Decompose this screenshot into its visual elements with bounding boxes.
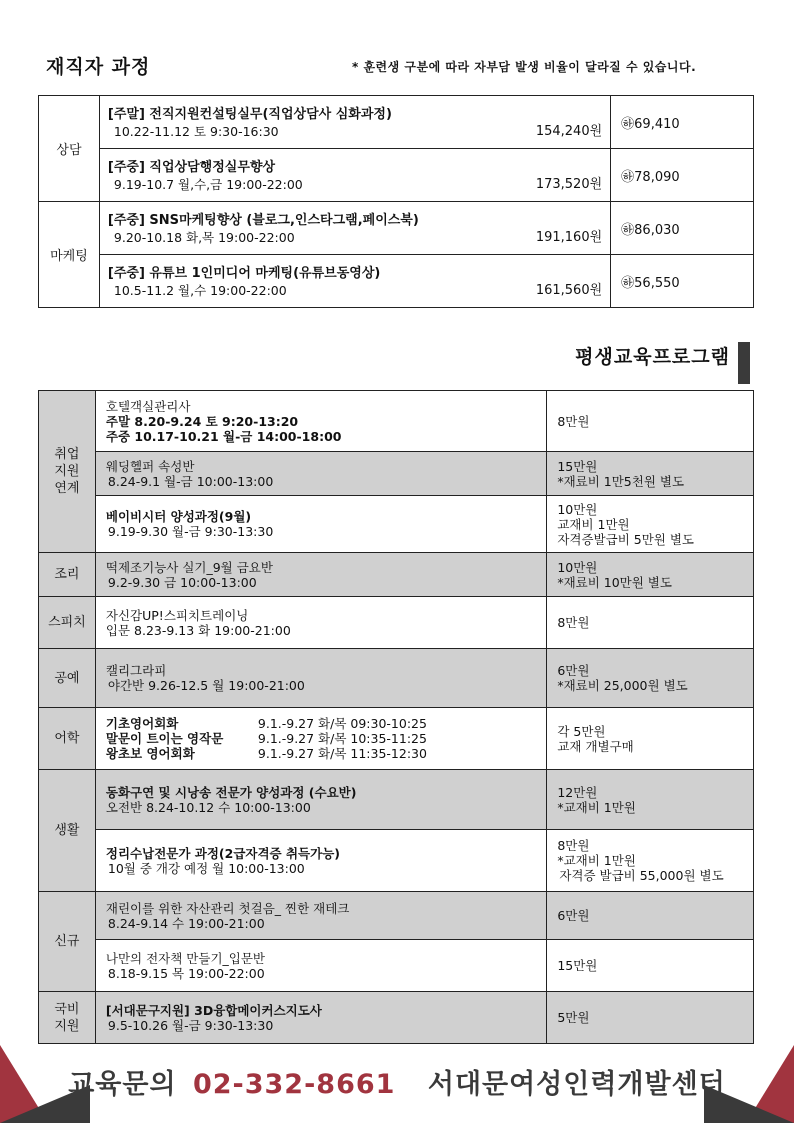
course-title: [주말] 전직지원컨설팅실무(직업상담사 심화과정): [107, 106, 392, 122]
table-row: [39, 553, 754, 597]
program-title: 베이비시터 양성과정(9월): [105, 509, 252, 524]
program-cell: [95, 940, 546, 992]
course-schedule: 9.20-10.18 화,목 19:00-22:00: [113, 229, 295, 245]
fee: 10만원: [557, 501, 598, 517]
heading-accent-bar: [738, 342, 750, 384]
category-cell: 어학: [39, 708, 96, 770]
program-schedule: 야간반 9.26-12.5 월 19:00-21:00: [107, 678, 305, 693]
category-cell: 취업 지원 연계: [39, 391, 96, 553]
fee-cell: [547, 770, 754, 830]
discount-price: ㉻56,550: [611, 255, 754, 308]
program-cell: [95, 452, 546, 496]
program-title: 정리수납전문가 과정(2급자격증 취득가능): [105, 845, 340, 861]
course-price: 173,520원: [535, 176, 603, 192]
category-cell: 스피치: [39, 597, 96, 649]
table-row: [39, 255, 754, 308]
program-title: 호텔객실관리사: [105, 398, 191, 414]
course-schedule: 9.19-10.7 월,수,금 19:00-22:00: [113, 176, 303, 192]
fee-cell: [547, 553, 754, 597]
fee-note: *재료비 10만원 별도: [557, 574, 672, 590]
program-cell: [95, 892, 546, 940]
table-row: [39, 708, 754, 770]
category-cell: 조리: [39, 553, 96, 597]
discount-price: ㉻78,090: [611, 149, 754, 202]
category-cell: 마케팅: [39, 202, 100, 308]
program-schedule: 오전반 8.24-10.12 수 10:00-13:00: [105, 799, 311, 815]
table-row: [39, 649, 754, 708]
fee: 10만원: [557, 559, 598, 575]
program-cell: [95, 597, 546, 649]
table-row: [39, 597, 754, 649]
contact-footer: [0, 1062, 794, 1101]
discount-price: ㉻69,410: [611, 96, 754, 149]
course-cell: [99, 255, 610, 308]
table-row: [39, 992, 754, 1044]
program-cell: [95, 553, 546, 597]
program-schedule: 주말 8.20-9.24 토 9:20-13:20: [105, 413, 299, 429]
category-cell: 공예: [39, 649, 96, 708]
worker-course-table: [38, 95, 754, 308]
fee-cell: [547, 892, 754, 940]
program-title: 동화구연 및 시낭송 전문가 양성과정 (수요반): [105, 784, 357, 800]
program-title: 자신감UP!스피치트레이닝: [105, 607, 249, 623]
fee: 15만원: [557, 958, 598, 973]
table-row: [39, 96, 754, 149]
fee-note: *교재비 1만원: [557, 799, 636, 815]
fee: 6만원: [557, 908, 590, 923]
program-cell: [95, 649, 546, 708]
fee-cell: [547, 992, 754, 1044]
program-schedule: 9.1.-9.27 화/목 11:35-12:30: [257, 746, 427, 761]
course-price: 191,160원: [535, 229, 603, 245]
fee-cell: [547, 649, 754, 708]
fee-note: *교재비 1만원: [557, 853, 636, 868]
table-row: [39, 391, 754, 452]
category-cell: 신규: [39, 892, 96, 992]
fee-cell: [547, 496, 754, 553]
fee-note: 교재 개별구매: [557, 738, 634, 754]
program-title: 말문이 트이는 영작문: [105, 731, 224, 746]
fee: 6만원: [557, 663, 590, 678]
course-cell: [99, 149, 610, 202]
discount-price: ㉻86,030: [611, 202, 754, 255]
fee-note: *재료비 1만5천원 별도: [557, 473, 685, 489]
course-title: [주중] 유튜브 1인미디어 마케팅(유튜브동영상): [107, 265, 381, 281]
table-row: [39, 892, 754, 940]
fee: 8만원: [557, 615, 590, 630]
table-row: [39, 770, 754, 830]
fee: 8만원: [557, 838, 590, 853]
program-title: 재린이를 위한 자산관리 첫걸음_ 찐한 재테크: [105, 900, 350, 916]
fee-cell: [547, 940, 754, 992]
program-cell: [95, 496, 546, 553]
cost-notice: * 훈련생 구분에 따라 자부담 발생 비율이 달라질 수 있습니다.: [352, 60, 697, 74]
program-cell: [95, 770, 546, 830]
program-title: 캘리그라피: [105, 663, 167, 678]
program-schedule: 9.5-10.26 월-금 9:30-13:30: [107, 1017, 274, 1033]
program-title: 웨딩헬퍼 속성반: [105, 458, 195, 474]
table-row: [39, 830, 754, 892]
fee: 각 5만원: [557, 723, 606, 739]
fee-cell: [547, 597, 754, 649]
program-title: 나만의 전자책 만들기_입문반: [105, 950, 265, 966]
table-row: [39, 149, 754, 202]
fee: 8만원: [557, 413, 590, 429]
fee-cell: [547, 391, 754, 452]
course-schedule: 10.5-11.2 월,수 19:00-22:00: [113, 282, 287, 298]
lifelong-program-heading: 평생교육프로그램: [575, 346, 730, 368]
category-cell: 상담: [39, 96, 100, 202]
course-schedule: 10.22-11.12 토 9:30-16:30: [113, 123, 279, 139]
fee-note: *재료비 25,000원 별도: [557, 678, 688, 693]
program-schedule: 9.19-9.30 월-금 9:30-13:30: [107, 524, 274, 539]
program-schedule: 입문 8.23-9.13 화 19:00-21:00: [105, 622, 291, 638]
fee-cell: [547, 830, 754, 892]
program-cell: [95, 992, 546, 1044]
category-cell: 생활: [39, 770, 96, 892]
contact-label: 교육문의: [68, 1069, 177, 1100]
organization-name: 서대문여성인력개발센터: [427, 1069, 726, 1100]
program-schedule: 9.2-9.30 금 10:00-13:00: [107, 574, 257, 590]
table-row: [39, 940, 754, 992]
fee: 12만원: [557, 784, 598, 800]
course-price: 154,240원: [535, 123, 603, 139]
program-title: 왕초보 영어회화: [105, 746, 195, 761]
fee-note: 자격증 발급비 55,000원 별도: [559, 868, 724, 883]
contact-phone: 02-332-8661: [192, 1069, 396, 1100]
fee: 15만원: [557, 458, 598, 474]
program-schedule: 8.18-9.15 목 19:00-22:00: [107, 965, 265, 981]
course-cell: [99, 202, 610, 255]
program-title: 떡제조기능사 실기_9월 금요반: [105, 559, 273, 575]
course-cell: [99, 96, 610, 149]
program-schedule: 8.24-9.14 수 19:00-21:00: [107, 915, 265, 931]
program-title: [서대문구지원] 3D융합메이커스지도사: [105, 1002, 322, 1018]
worker-course-heading: 재직자 과정: [46, 56, 151, 78]
program-schedule: 주중 10.17-10.21 월-금 14:00-18:00: [105, 428, 342, 444]
program-cell: [95, 830, 546, 892]
program-schedule: 9.1.-9.27 화/목 09:30-10:25: [257, 716, 427, 731]
fee-note: 교재비 1만원: [557, 516, 630, 532]
course-title: [주중] 직업상담행정실무향상: [107, 159, 276, 175]
fee-note: 자격증발급비 5만원 별도: [557, 531, 694, 547]
program-title: 기초영어회화: [105, 716, 179, 731]
program-cell: [95, 391, 546, 452]
program-cell: [95, 708, 546, 770]
course-price: 161,560원: [535, 282, 603, 298]
table-row: [39, 202, 754, 255]
program-schedule: 10월 중 개강 예정 월 10:00-13:00: [107, 860, 305, 876]
program-schedule: 8.24-9.1 월-금 10:00-13:00: [107, 473, 274, 489]
category-cell: 국비 지원: [39, 992, 96, 1044]
fee-cell: [547, 452, 754, 496]
table-row: [39, 496, 754, 553]
fee: 5만원: [557, 1010, 590, 1025]
course-title: [주중] SNS마케팅향상 (블로그,인스타그램,페이스북): [107, 212, 419, 228]
table-row: [39, 452, 754, 496]
lifelong-program-table: [38, 390, 754, 1044]
program-schedule: 9.1.-9.27 화/목 10:35-11:25: [257, 731, 427, 746]
fee-cell: [547, 708, 754, 770]
